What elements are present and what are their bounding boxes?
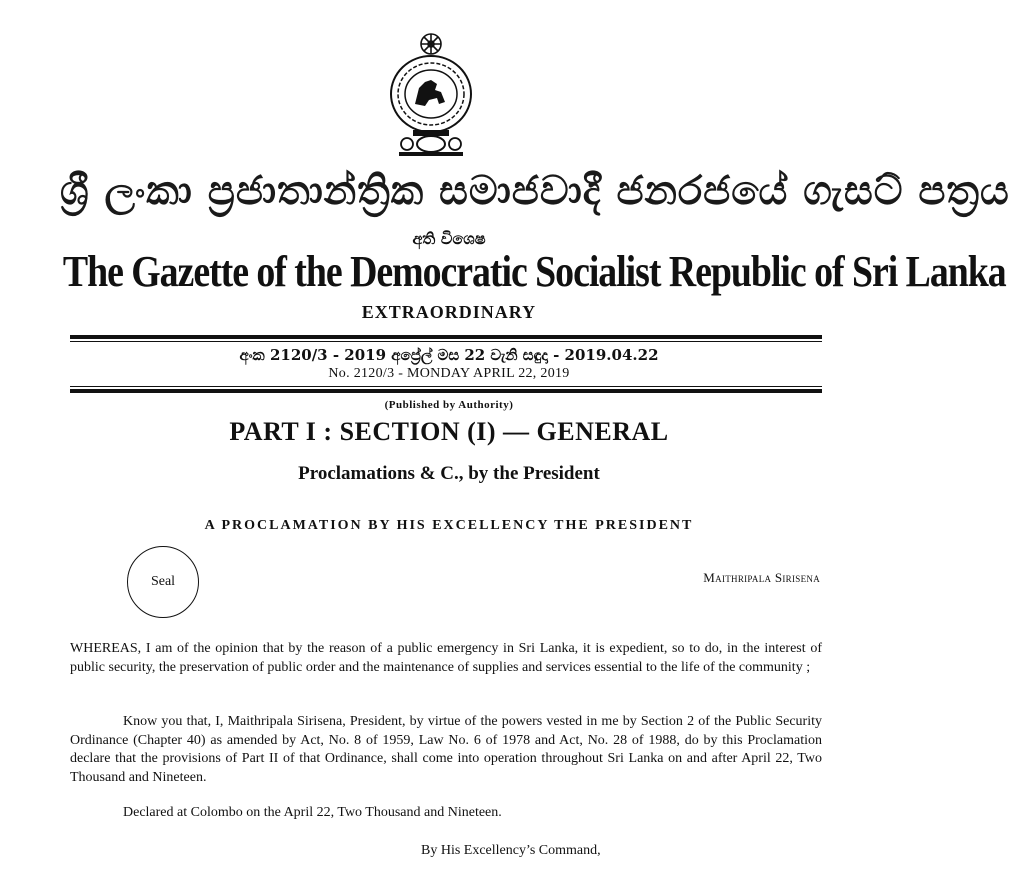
extraordinary-label: EXTRAORDINARY [361,302,537,322]
divider [70,341,822,342]
divider [70,335,822,339]
sinhala-extraordinary-label: අති විශෙෂ [412,229,486,248]
english-gazette-title: The Gazette of the Democratic Socialist Republic of Sri Lanka [62,247,1006,296]
sinhala-gazette-title: ශ්‍රී ලංකා ප්‍රජාතාන්ත්‍රික සමාජවාදී ජනරජයේ ගැසට් පත්‍රය [60,168,1010,214]
part-title: PART I : SECTION (I) — GENERAL [229,417,669,446]
command-line: By His Excellency’s Command, [421,843,601,858]
whereas-paragraph: WHEREAS, I am of the opinion that by the reason of a public emergency in Sri Lanka, it is expedient, so to do, in the interest of public security, the preservation of public order and the maintenance of supplies and services essential to the life of the community ; [70,641,822,675]
know-you-paragraph: Know you that, I, Maithripala Sirisena, President, by virtue of the powers vested in me by Section 2 of the Public Security Ordinance (Chapter 40) as amended by Act, No. 8 of 1959, Law No. 6 of 1978 and Act, No. 28 of 1988, do by this Proclamation declare that the provisions of Part II of that Ordinance, shall come into operation throughout Sri Lanka on and after April 22, Two Thousand and Nineteen. [70,714,822,785]
published-by-authority: (Published by Authority) [384,399,514,411]
seal-circle [127,546,199,618]
proclamation-heading: A PROCLAMATION BY HIS EXCELLENCY THE PRESIDENT [204,518,694,533]
declared-paragraph: Declared at Colombo on the April 22, Two Thousand and Nineteen. [123,805,502,820]
coat-of-arms-icon [385,30,477,158]
divider [70,389,822,393]
seal-label: Seal [150,574,176,589]
issue-line-sinhala: අංක 2120/3 - 2019 අප්‍රේල් මස 22 වැනි සඳුදා - 2019.04.22 [239,346,659,364]
section-subtitle: Proclamations & C., by the President [298,463,600,484]
signatory-name: Maithripala Sirisena [703,570,820,585]
issue-line-english: No. 2120/3 - MONDAY APRIL 22, 2019 [328,366,570,381]
divider [70,386,822,387]
